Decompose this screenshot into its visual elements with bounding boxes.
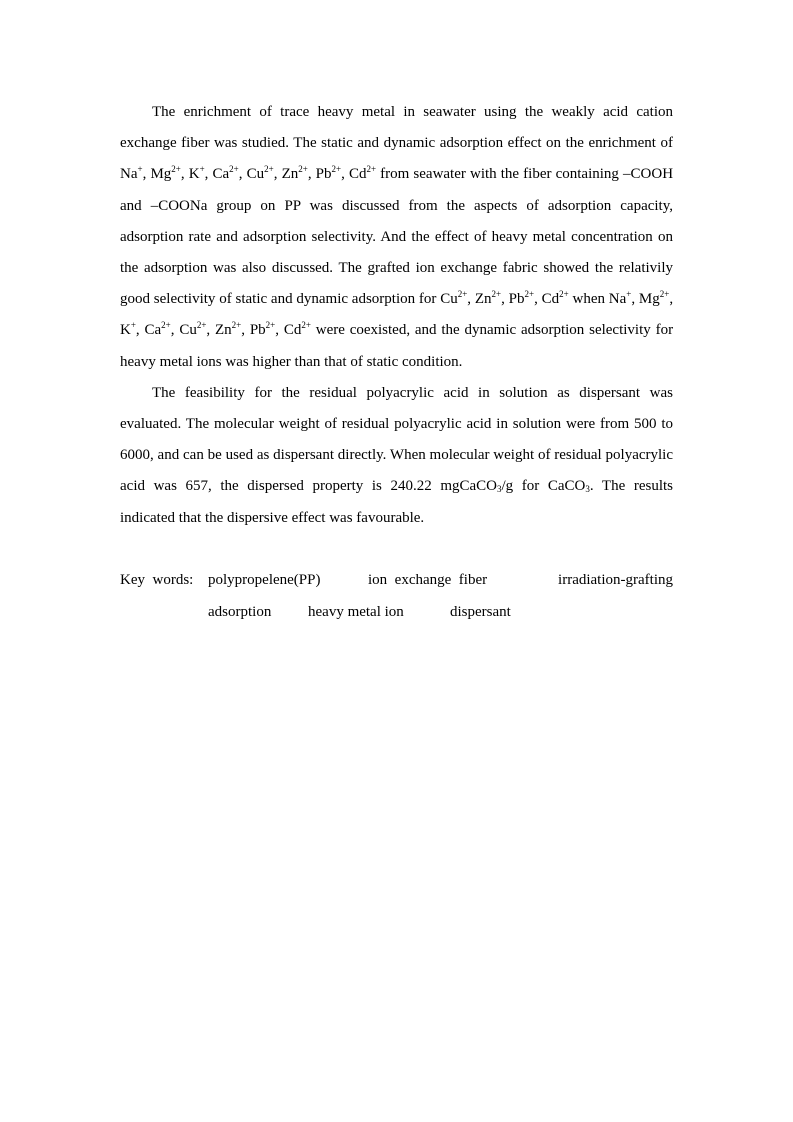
ion-zn: Zn <box>474 291 492 308</box>
charge: 2+ <box>231 320 242 331</box>
abstract-body <box>120 97 673 629</box>
ion-k: K <box>188 166 200 183</box>
keyword-item: polypropelene(PP) <box>208 571 321 588</box>
ion-ca: Ca <box>212 166 230 183</box>
charge: 2+ <box>524 289 535 300</box>
ion-na: Na <box>120 166 138 183</box>
ion-cu: Cu <box>440 291 458 308</box>
charge: 2+ <box>171 164 181 175</box>
text-segment: were coexisted, and the dynamic adsorption selectivity for heavy metal ions was higher than that of static condition. <box>120 322 674 370</box>
separator: , <box>341 166 349 183</box>
charge: + <box>137 164 143 175</box>
text-segment: . The results indicated that the dispersive effect was favourable. <box>120 478 673 526</box>
separator: , <box>180 166 189 183</box>
separator: , <box>170 322 180 339</box>
separator: , <box>204 166 213 183</box>
keyword-item: heavy metal ion <box>308 603 404 620</box>
ion-cd: Cd <box>348 166 367 183</box>
text-segment: The feasibility for the residual polyacrylic acid in solution as dispersant was evaluated. The molecular weight of residual polyacrylic acid in solution were from 500 to 6000, and can be used as dispersant directly. When molecular weight of residual polyacrylic acid was 657, the dispersed property is 240.22 mgCaCO <box>120 384 673 495</box>
ion-cd: Cd <box>283 322 302 339</box>
separator: , <box>142 166 151 183</box>
ion-cd: Cd <box>541 291 560 308</box>
ion-pb: Pb <box>249 322 266 339</box>
keywords-section <box>120 565 673 629</box>
text-segment: from seawater with the fiber containing –COOH and –COONa group on PP was discussed from the aspects of adsorption capacity, adsorption rate and adsorption selectivity. And the effect of heavy metal concentration on the adsorption was also discussed. The grafted ion exchange fabric showed the relativily good selectivity of static and dynamic adsorption for <box>120 166 674 308</box>
keyword-item: irradiation-grafting <box>558 571 673 588</box>
separator: , <box>501 291 509 308</box>
ion-zn: Zn <box>281 166 299 183</box>
charge: 2+ <box>264 164 274 175</box>
ion-ca: Ca <box>144 322 162 339</box>
separator: , <box>275 322 284 339</box>
charge: + <box>199 164 205 175</box>
ion-mg: Mg <box>638 291 660 308</box>
charge: 2+ <box>659 289 670 300</box>
separator: , <box>534 291 542 308</box>
separator: , <box>273 166 282 183</box>
subscript: 3 <box>585 484 590 495</box>
separator: , <box>669 291 674 308</box>
separator: , <box>238 166 247 183</box>
charge: + <box>130 320 136 331</box>
charge: 2+ <box>559 289 569 300</box>
charge: 2+ <box>301 320 311 331</box>
ion-cu: Cu <box>179 322 197 339</box>
charge: 2+ <box>265 320 276 331</box>
keywords-label: Key words: <box>120 571 194 588</box>
separator: , <box>631 291 639 308</box>
text-segment: /g for CaCO <box>501 478 586 495</box>
ion-zn: Zn <box>215 322 232 339</box>
ion-na: Na <box>608 291 627 308</box>
separator: , <box>135 322 145 339</box>
charge: 2+ <box>196 320 207 331</box>
charge: + <box>626 289 632 300</box>
abstract-paragraph-2 <box>120 378 673 534</box>
separator: , <box>467 291 475 308</box>
keyword-item: ion exchange fiber <box>368 571 488 588</box>
separator: , <box>241 322 250 339</box>
text-segment: The enrichment of trace heavy metal in seawater using the weakly acid cation exchange fiber was studied. The static and dynamic adsorption effect on the enrichment of <box>120 104 673 152</box>
charge: 2+ <box>229 164 239 175</box>
keyword-item: dispersant <box>450 603 511 620</box>
charge: 2+ <box>298 164 308 175</box>
abstract-paragraph-1 <box>120 97 673 378</box>
charge: 2+ <box>161 320 171 331</box>
ion-cu: Cu <box>246 166 265 183</box>
charge: 2+ <box>491 289 502 300</box>
charge: 2+ <box>457 289 468 300</box>
charge: 2+ <box>366 164 377 175</box>
separator: , <box>206 322 215 339</box>
ion-pb: Pb <box>508 291 525 308</box>
ion-mg: Mg <box>150 166 172 183</box>
ion-pb: Pb <box>315 166 332 183</box>
charge: 2+ <box>331 164 342 175</box>
subscript: 3 <box>497 484 502 495</box>
keyword-item: adsorption <box>208 603 272 620</box>
separator: , <box>307 166 316 183</box>
ion-k: K <box>120 322 131 339</box>
text-segment: when <box>568 291 609 308</box>
